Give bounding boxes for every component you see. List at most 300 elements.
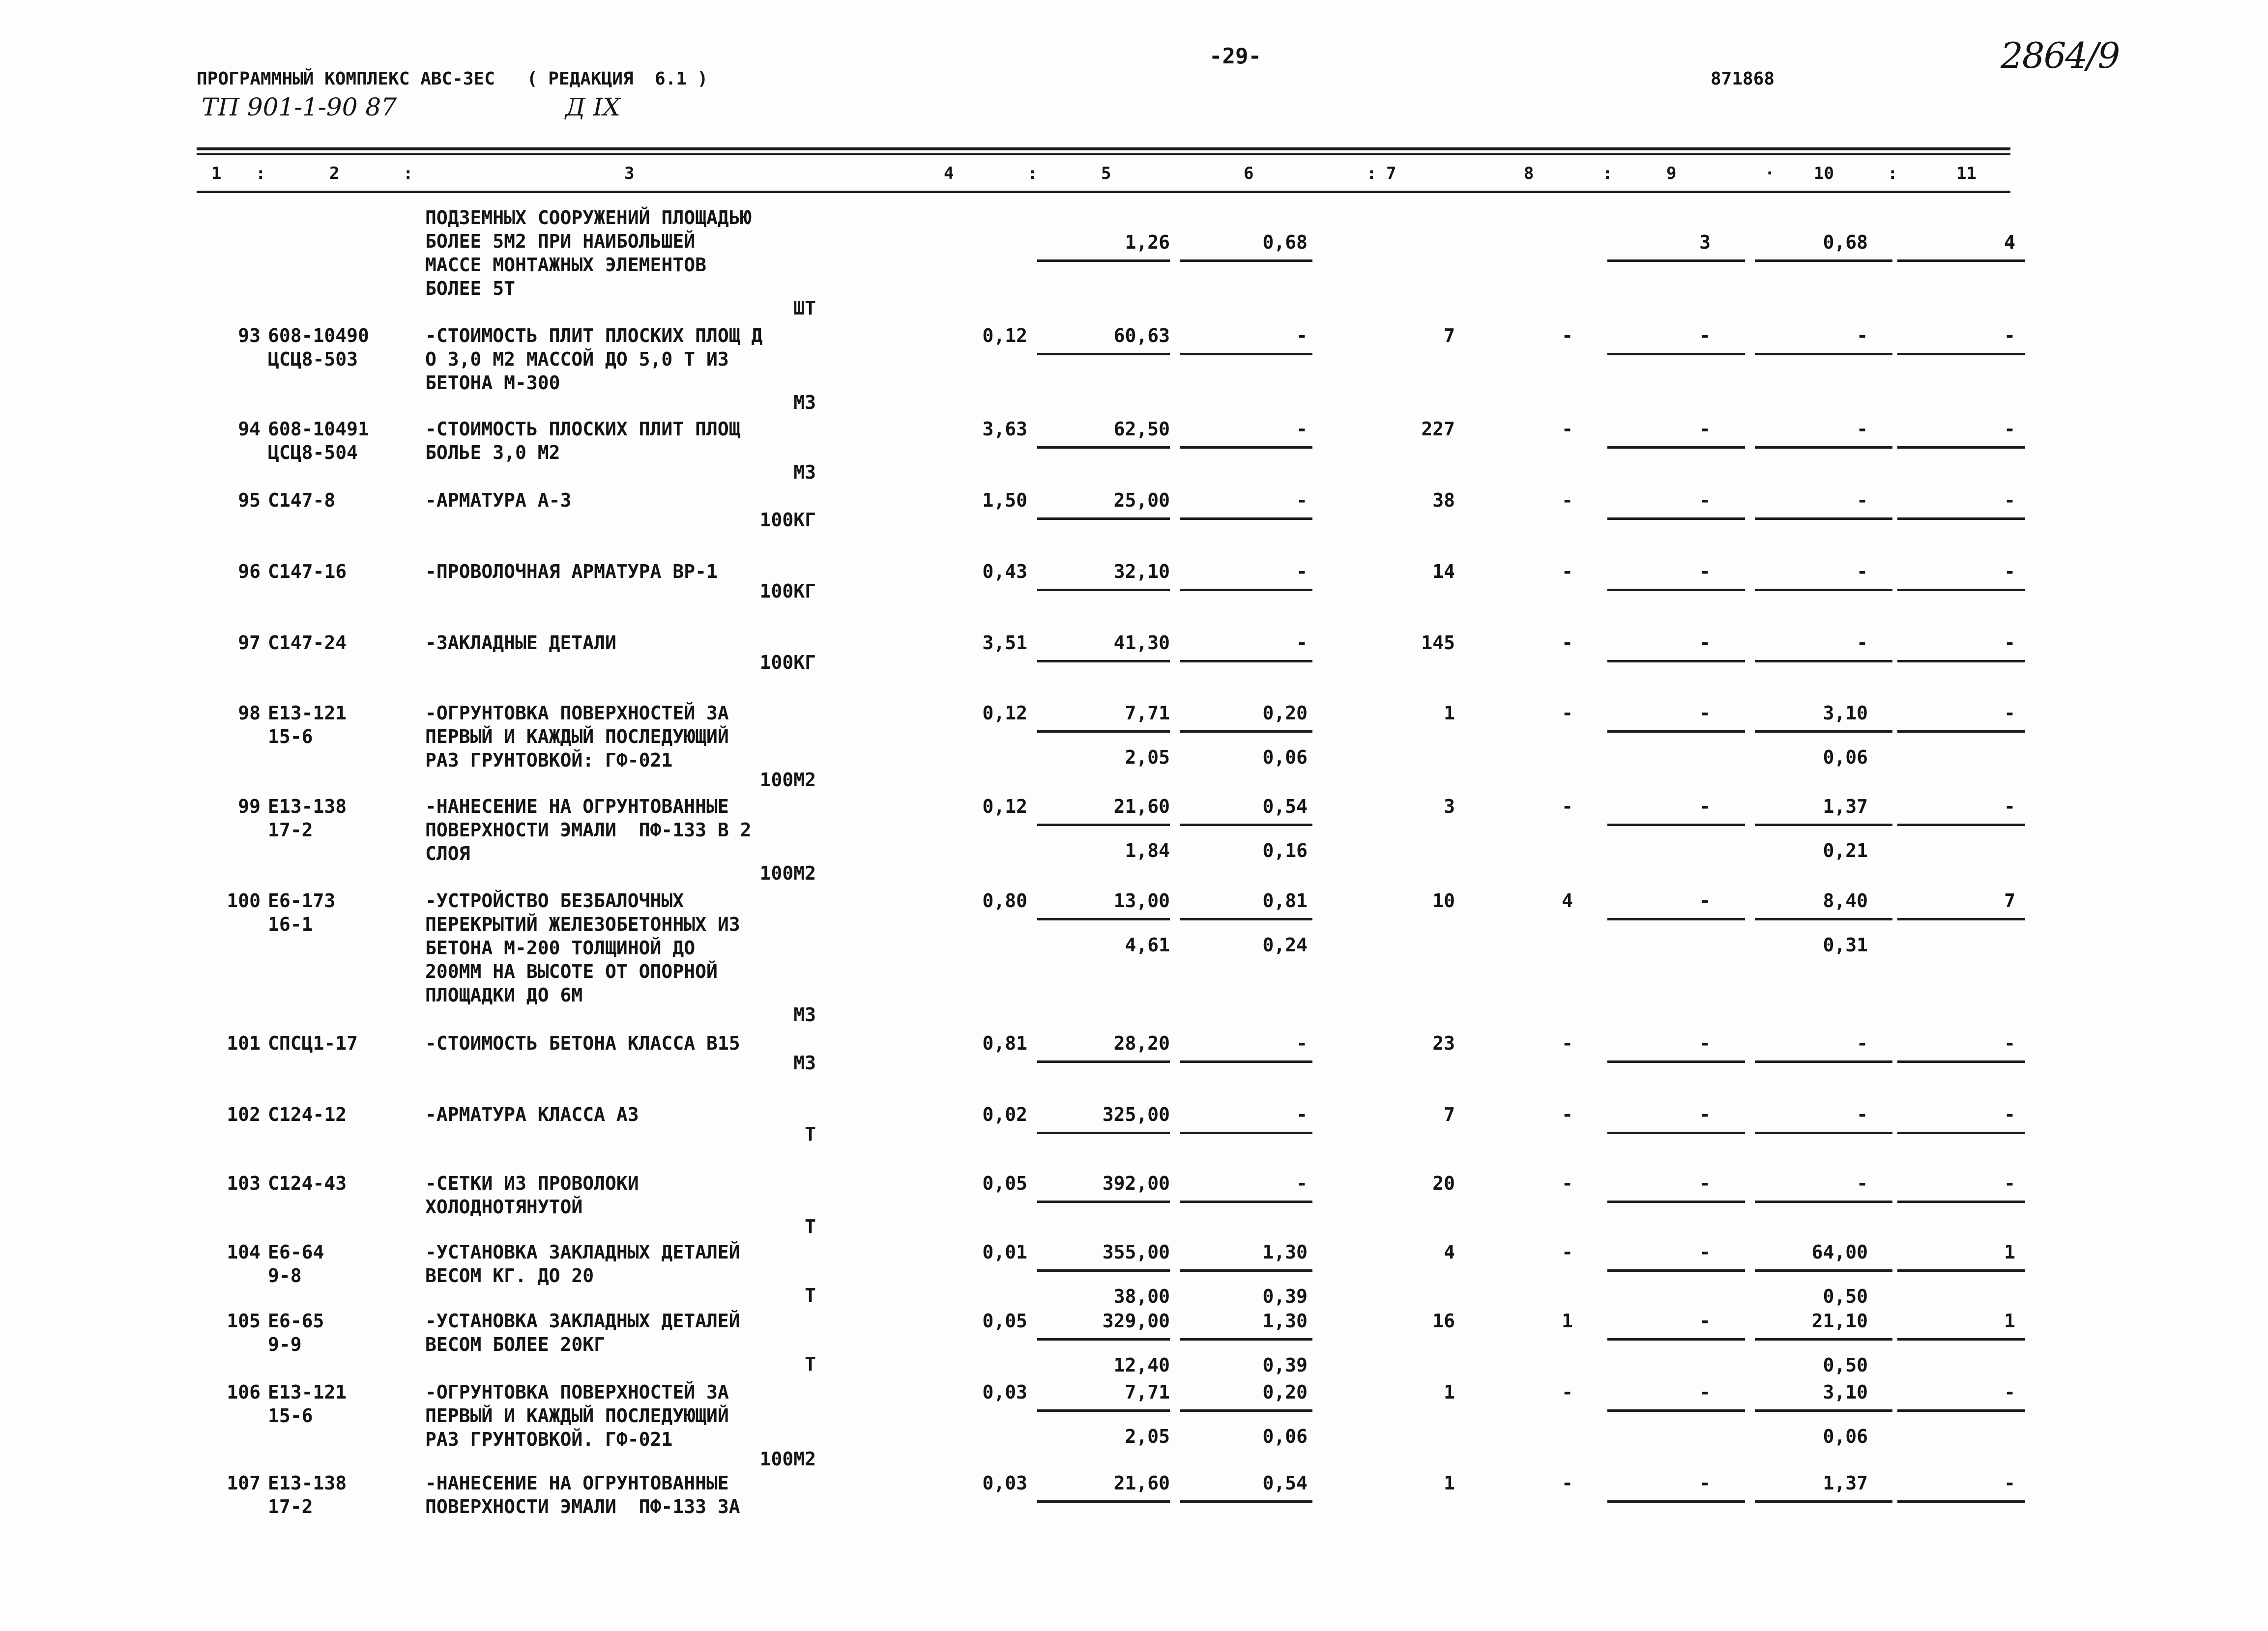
quantity-value: 0,02: [982, 1104, 1027, 1125]
row-number: 106: [227, 1381, 261, 1403]
labor-value: 21,10: [1811, 1310, 1868, 1332]
rate-code: 9-9: [268, 1334, 302, 1355]
work-description: БОЛЕЕ 5Т: [425, 278, 516, 299]
sub-labor-value: 0,50: [1823, 1286, 1868, 1307]
row-number: 96: [238, 561, 261, 582]
wage-value: -: [1296, 1104, 1308, 1125]
underline-rule: [1755, 259, 1892, 262]
row-number: 98: [238, 702, 261, 724]
wage-value: -: [1296, 418, 1308, 440]
rate-code: Е13-121: [268, 1381, 347, 1403]
underline-rule: [1897, 1409, 2025, 1412]
quantity-value: 0,05: [982, 1173, 1027, 1194]
labor-value: -: [1857, 418, 1868, 440]
underline-rule: [1897, 730, 2025, 733]
underline-rule: [1755, 1060, 1892, 1063]
column-number-8: 8: [1524, 164, 1534, 183]
work-description: ПОВЕРХНОСТИ ЭМАЛИ ПФ-133 В 2: [425, 819, 752, 841]
rate-code: Е6-173: [268, 890, 336, 912]
column-separator: :: [403, 164, 413, 183]
unit-cost-value: 60,63: [1113, 325, 1170, 346]
underline-rule: [1607, 730, 1745, 733]
total-wage-value: -: [1562, 1032, 1573, 1054]
row-number: 97: [238, 632, 261, 654]
underline-rule: [1755, 517, 1892, 520]
total-wage-value: -: [1562, 1472, 1573, 1494]
underline-rule: [1607, 446, 1745, 449]
rate-code: С124-43: [268, 1173, 347, 1194]
row-number: 94: [238, 418, 261, 440]
wage-value: -: [1296, 325, 1308, 346]
work-description: МАССЕ МОНТАЖНЫХ ЭЛЕМЕНТОВ: [425, 254, 706, 276]
underline-rule: [1755, 446, 1892, 449]
column-number-4: 4: [944, 164, 954, 183]
total-labor-value: -: [2004, 1032, 2015, 1054]
labor-value: -: [1857, 1104, 1868, 1125]
work-description: ВЕСОМ БОЛЕЕ 20КГ: [425, 1334, 606, 1355]
wage-value: -: [1296, 489, 1308, 511]
unit-cost-value: 1,26: [1125, 231, 1170, 253]
total-labor-value: -: [2004, 1104, 2015, 1125]
doc-number: 871868: [1711, 69, 1775, 89]
sub-wage-value: 0,39: [1262, 1354, 1308, 1376]
underline-rule: [1180, 660, 1312, 662]
underline-rule: [1037, 1201, 1170, 1203]
underline-rule: [1180, 1060, 1312, 1063]
underline-rule: [1037, 1409, 1170, 1412]
machine-value: -: [1699, 325, 1711, 346]
underline-rule: [1037, 1269, 1170, 1272]
underline-rule: [1037, 589, 1170, 591]
unit-of-measure: Т: [805, 1285, 816, 1306]
column-separator: :: [1602, 164, 1613, 183]
underline-rule: [1607, 517, 1745, 520]
total-wage-value: -: [1562, 1173, 1573, 1194]
underline-rule: [1180, 1132, 1312, 1134]
underline-rule: [1755, 1338, 1892, 1341]
column-number-3: 3: [624, 164, 635, 183]
wage-value: 0,81: [1262, 890, 1308, 912]
labor-value: 1,37: [1823, 796, 1868, 817]
underline-rule: [1037, 1060, 1170, 1063]
underline-rule: [1897, 589, 2025, 591]
unit-cost-value: 21,60: [1113, 796, 1170, 817]
underline-rule: [1755, 1132, 1892, 1134]
quantity-value: 0,81: [982, 1032, 1027, 1054]
wage-value: 0,20: [1262, 1381, 1308, 1403]
quantity-value: 0,43: [982, 561, 1027, 582]
program-line: ПРОГРАММНЫЙ КОМПЛЕКС АВС-ЗЕС ( РЕДАКЦИЯ 6.1 ): [197, 69, 708, 89]
total-cost-value: 7: [1444, 325, 1455, 346]
work-description: ПЕРЕКРЫТИЙ ЖЕЛЕЗОБЕТОННЫХ ИЗ: [425, 914, 740, 935]
work-description: БОЛЬЕ 3,0 М2: [425, 442, 560, 463]
underline-rule: [1037, 1500, 1170, 1503]
underline-rule: [1180, 1201, 1312, 1203]
total-labor-value: 7: [2004, 890, 2015, 912]
total-labor-value: -: [2004, 796, 2015, 817]
total-labor-value: -: [2004, 1472, 2015, 1494]
total-cost-value: 227: [1421, 418, 1455, 440]
underline-rule: [1897, 446, 2025, 449]
total-cost-value: 20: [1432, 1173, 1455, 1194]
unit-of-measure: М3: [793, 461, 816, 483]
unit-cost-value: 7,71: [1125, 1381, 1170, 1403]
underline-rule: [1180, 1500, 1312, 1503]
wage-value: 0,54: [1262, 1472, 1308, 1494]
rate-code: 15-6: [268, 1405, 313, 1427]
underline-rule: [1180, 824, 1312, 826]
underline-rule: [1607, 353, 1745, 355]
rate-code: 9-8: [268, 1265, 302, 1287]
quantity-value: 0,80: [982, 890, 1027, 912]
quantity-value: 0,12: [982, 702, 1027, 724]
work-description: ВЕСОМ КГ. ДО 20: [425, 1265, 594, 1287]
work-description: ПОВЕРХНОСТИ ЭМАЛИ ПФ-133 ЗА: [425, 1496, 740, 1517]
work-description: -СТОИМОСТЬ ПЛОСКИХ ПЛИТ ПЛОЩ: [425, 418, 740, 440]
quantity-value: 0,03: [982, 1472, 1027, 1494]
unit-cost-value: 355,00: [1102, 1241, 1170, 1263]
total-labor-value: 1: [2004, 1241, 2015, 1263]
rate-code: ЦСЦ8-503: [268, 348, 358, 370]
work-description: -ЗАКЛАДНЫЕ ДЕТАЛИ: [425, 632, 616, 654]
total-labor-value: -: [2004, 1381, 2015, 1403]
machine-value: -: [1699, 702, 1711, 724]
unit-cost-value: 13,00: [1113, 890, 1170, 912]
work-description: БЕТОНА М-200 ТОЛЩИНОЙ ДО: [425, 937, 696, 959]
underline-rule: [1607, 660, 1745, 662]
column-separator: :: [256, 164, 266, 183]
mark: Д IX: [565, 93, 620, 121]
work-description: -СТОИМОСТЬ ПЛИТ ПЛОСКИХ ПЛОЩ Д: [425, 325, 763, 346]
rate-code: 608-10490: [268, 325, 369, 346]
underline-rule: [1755, 353, 1892, 355]
underline-rule: [1607, 1201, 1745, 1203]
unit-of-measure: М3: [793, 1052, 816, 1074]
row-number: 100: [227, 890, 261, 912]
total-wage-value: -: [1562, 325, 1573, 346]
header-bottom-rule: [197, 191, 2010, 193]
row-number: 102: [227, 1104, 261, 1125]
work-description: ХОЛОДНОТЯНУТОЙ: [425, 1196, 583, 1218]
top-rule: [197, 147, 2010, 150]
labor-value: -: [1857, 561, 1868, 582]
wage-value: 0,54: [1262, 796, 1308, 817]
underline-rule: [1037, 517, 1170, 520]
column-number-6: 6: [1244, 164, 1254, 183]
total-cost-value: 23: [1432, 1032, 1455, 1054]
underline-rule: [1037, 660, 1170, 662]
total-cost-value: 38: [1432, 489, 1455, 511]
rate-code: 17-2: [268, 1496, 313, 1517]
total-cost-value: 1: [1444, 1381, 1455, 1403]
quantity-value: 0,12: [982, 325, 1027, 346]
unit-cost-value: 25,00: [1113, 489, 1170, 511]
underline-rule: [1755, 1201, 1892, 1203]
machine-value: -: [1699, 1472, 1711, 1494]
underline-rule: [1755, 918, 1892, 920]
underline-rule: [1180, 517, 1312, 520]
sub-cost-value: 2,05: [1125, 746, 1170, 768]
total-wage-value: -: [1562, 1104, 1573, 1125]
machine-value: -: [1699, 890, 1711, 912]
underline-rule: [1755, 1269, 1892, 1272]
underline-rule: [1607, 1269, 1745, 1272]
wage-value: 0,20: [1262, 702, 1308, 724]
total-wage-value: -: [1562, 418, 1573, 440]
underline-rule: [1755, 660, 1892, 662]
underline-rule: [1755, 1500, 1892, 1503]
quantity-value: 0,03: [982, 1381, 1027, 1403]
rate-code: С147-24: [268, 632, 347, 654]
work-description: -АРМАТУРА А-3: [425, 489, 572, 511]
unit-cost-value: 28,20: [1113, 1032, 1170, 1054]
total-labor-value: -: [2004, 1173, 2015, 1194]
underline-rule: [1180, 730, 1312, 733]
machine-value: 3: [1699, 231, 1711, 253]
total-cost-value: 4: [1444, 1241, 1455, 1263]
unit-cost-value: 392,00: [1102, 1173, 1170, 1194]
underline-rule: [1897, 918, 2025, 920]
work-description: ПЕРВЫЙ И КАЖДЫЙ ПОСЛЕДУЮЩИЙ: [425, 726, 729, 747]
total-wage-value: -: [1562, 796, 1573, 817]
labor-value: 0,68: [1823, 231, 1868, 253]
unit-cost-value: 7,71: [1125, 702, 1170, 724]
wage-value: -: [1296, 1173, 1308, 1194]
machine-value: -: [1699, 1241, 1711, 1263]
underline-rule: [1607, 589, 1745, 591]
rate-code: Е13-121: [268, 702, 347, 724]
underline-rule: [1755, 824, 1892, 826]
underline-rule: [1897, 1269, 2025, 1272]
total-cost-value: 16: [1432, 1310, 1455, 1332]
underline-rule: [1180, 1409, 1312, 1412]
work-description: -АРМАТУРА КЛАССА А3: [425, 1104, 639, 1125]
machine-value: -: [1699, 632, 1711, 654]
underline-rule: [1037, 730, 1170, 733]
total-cost-value: 145: [1421, 632, 1455, 654]
sub-labor-value: 0,06: [1823, 1426, 1868, 1447]
work-description: -НАНЕСЕНИЕ НА ОГРУНТОВАННЫЕ: [425, 796, 729, 817]
total-cost-value: 14: [1432, 561, 1455, 582]
column-separator: :: [1027, 164, 1038, 183]
underline-rule: [1897, 259, 2025, 262]
machine-value: -: [1699, 418, 1711, 440]
wage-value: -: [1296, 632, 1308, 654]
total-cost-value: 1: [1444, 702, 1455, 724]
column-number-7: 7: [1386, 164, 1396, 183]
work-description: ПОДЗЕМНЫХ СООРУЖЕНИЙ ПЛОЩАДЬЮ: [425, 207, 752, 229]
stamp-number: 2864/9: [2001, 35, 2120, 76]
labor-value: 8,40: [1823, 890, 1868, 912]
sub-cost-value: 12,40: [1113, 1354, 1170, 1376]
underline-rule: [1180, 446, 1312, 449]
labor-value: -: [1857, 325, 1868, 346]
work-description: РАЗ ГРУНТОВКОЙ: ГФ-021: [425, 749, 673, 771]
underline-rule: [1897, 1060, 2025, 1063]
unit-of-measure: 100М2: [759, 769, 816, 791]
total-labor-value: -: [2004, 489, 2015, 511]
work-description: О 3,0 М2 МАССОЙ ДО 5,0 Т ИЗ: [425, 348, 729, 370]
labor-value: 64,00: [1811, 1241, 1868, 1263]
total-wage-value: 4: [1562, 890, 1573, 912]
underline-rule: [1755, 730, 1892, 733]
underline-rule: [1037, 918, 1170, 920]
machine-value: -: [1699, 1104, 1711, 1125]
column-number-11: 11: [1956, 164, 1977, 183]
quantity-value: 1,50: [982, 489, 1027, 511]
labor-value: 3,10: [1823, 1381, 1868, 1403]
underline-rule: [1607, 1409, 1745, 1412]
rate-code: С147-8: [268, 489, 336, 511]
quantity-value: 3,63: [982, 418, 1027, 440]
underline-rule: [1180, 918, 1312, 920]
labor-value: -: [1857, 489, 1868, 511]
row-number: 99: [238, 796, 261, 817]
wage-value: 1,30: [1262, 1310, 1308, 1332]
wage-value: -: [1296, 561, 1308, 582]
sub-wage-value: 0,39: [1262, 1286, 1308, 1307]
work-description: -ПРОВОЛОЧНАЯ АРМАТУРА ВР-1: [425, 561, 718, 582]
underline-rule: [1607, 1132, 1745, 1134]
row-number: 93: [238, 325, 261, 346]
column-number-2: 2: [329, 164, 340, 183]
unit-cost-value: 41,30: [1113, 632, 1170, 654]
total-wage-value: -: [1562, 632, 1573, 654]
rate-code: С147-16: [268, 561, 347, 582]
labor-value: -: [1857, 1173, 1868, 1194]
column-number-9: 9: [1666, 164, 1677, 183]
sub-wage-value: 0,16: [1262, 840, 1308, 861]
wage-value: -: [1296, 1032, 1308, 1054]
labor-value: -: [1857, 1032, 1868, 1054]
work-description: РАЗ ГРУНТОВКОЙ. ГФ-021: [425, 1429, 673, 1450]
underline-rule: [1607, 918, 1745, 920]
underline-rule: [1897, 1132, 2025, 1134]
machine-value: -: [1699, 1173, 1711, 1194]
underline-rule: [1180, 353, 1312, 355]
rate-code: Е13-138: [268, 796, 347, 817]
quantity-value: 0,12: [982, 796, 1027, 817]
total-labor-value: 4: [2004, 231, 2015, 253]
underline-rule: [1897, 1201, 2025, 1203]
work-description: 200ММ НА ВЫСОТЕ ОТ ОПОРНОЙ: [425, 961, 718, 982]
quantity-value: 3,51: [982, 632, 1027, 654]
machine-value: -: [1699, 1310, 1711, 1332]
underline-rule: [1037, 824, 1170, 826]
unit-of-measure: Т: [805, 1123, 816, 1145]
rate-code: 15-6: [268, 726, 313, 747]
work-description: СЛОЯ: [425, 843, 470, 864]
sub-wage-value: 0,06: [1262, 746, 1308, 768]
work-description: -ОГРУНТОВКА ПОВЕРХНОСТЕЙ ЗА: [425, 702, 729, 724]
total-labor-value: -: [2004, 561, 2015, 582]
row-number: 101: [227, 1032, 261, 1054]
sub-labor-value: 0,31: [1823, 934, 1868, 956]
total-cost-value: 3: [1444, 796, 1455, 817]
labor-value: 3,10: [1823, 702, 1868, 724]
underline-rule: [1607, 1500, 1745, 1503]
underline-rule: [1607, 1338, 1745, 1341]
tp-code: ТП 901-1-90 87: [202, 93, 397, 121]
underline-rule: [1037, 446, 1170, 449]
total-wage-value: 1: [1562, 1310, 1573, 1332]
column-number-10: 10: [1814, 164, 1834, 183]
machine-value: -: [1699, 1381, 1711, 1403]
underline-rule: [1180, 259, 1312, 262]
sub-wage-value: 0,06: [1262, 1426, 1308, 1447]
work-description: -СЕТКИ ИЗ ПРОВОЛОКИ: [425, 1173, 639, 1194]
unit-cost-value: 329,00: [1102, 1310, 1170, 1332]
total-wage-value: -: [1562, 1241, 1573, 1263]
sub-labor-value: 0,06: [1823, 746, 1868, 768]
machine-value: -: [1699, 489, 1711, 511]
sub-labor-value: 0,21: [1823, 840, 1868, 861]
unit-of-measure: 100М2: [759, 1448, 816, 1470]
underline-rule: [1180, 589, 1312, 591]
sub-cost-value: 4,61: [1125, 934, 1170, 956]
total-labor-value: -: [2004, 325, 2015, 346]
work-description: -УСТРОЙСТВО БЕЗБАЛОЧНЫХ: [425, 890, 684, 912]
unit-of-measure: М3: [793, 392, 816, 413]
rate-code: СПСЦ1-17: [268, 1032, 358, 1054]
row-number: 105: [227, 1310, 261, 1332]
column-separator: :: [1888, 164, 1898, 183]
unit-cost-value: 62,50: [1113, 418, 1170, 440]
total-cost-value: 10: [1432, 890, 1455, 912]
underline-rule: [1037, 259, 1170, 262]
unit-cost-value: 21,60: [1113, 1472, 1170, 1494]
rate-code: Е13-138: [268, 1472, 347, 1494]
underline-rule: [1755, 1409, 1892, 1412]
rate-code: С124-12: [268, 1104, 347, 1125]
unit-cost-value: 325,00: [1102, 1104, 1170, 1125]
total-labor-value: 1: [2004, 1310, 2015, 1332]
sub-cost-value: 1,84: [1125, 840, 1170, 861]
total-labor-value: -: [2004, 632, 2015, 654]
underline-rule: [1897, 353, 2025, 355]
page-number: -29-: [1209, 44, 1261, 69]
labor-value: -: [1857, 632, 1868, 654]
machine-value: -: [1699, 561, 1711, 582]
underline-rule: [1180, 1269, 1312, 1272]
total-wage-value: -: [1562, 1381, 1573, 1403]
rate-code: 17-2: [268, 819, 313, 841]
work-description: ПЛОЩАДКИ ДО 6М: [425, 984, 583, 1006]
work-description: ПЕРВЫЙ И КАЖДЫЙ ПОСЛЕДУЮЩИЙ: [425, 1405, 729, 1427]
underline-rule: [1897, 517, 2025, 520]
rate-code: Е6-64: [268, 1241, 324, 1263]
total-labor-value: -: [2004, 702, 2015, 724]
work-description: -ОГРУНТОВКА ПОВЕРХНОСТЕЙ ЗА: [425, 1381, 729, 1403]
sub-labor-value: 0,50: [1823, 1354, 1868, 1376]
unit-of-measure: 100КГ: [759, 580, 816, 602]
underline-rule: [1897, 1500, 2025, 1503]
column-separator: :: [1367, 164, 1377, 183]
rate-code: 16-1: [268, 914, 313, 935]
total-cost-value: 7: [1444, 1104, 1455, 1125]
row-number: 103: [227, 1173, 261, 1194]
sub-wage-value: 0,24: [1262, 934, 1308, 956]
underline-rule: [1755, 589, 1892, 591]
sub-cost-value: 2,05: [1125, 1426, 1170, 1447]
underline-rule: [1897, 1338, 2025, 1341]
underline-rule: [1607, 824, 1745, 826]
column-number-1: 1: [211, 164, 222, 183]
unit-of-measure: 100М2: [759, 862, 816, 884]
underline-rule: [1607, 1060, 1745, 1063]
underline-rule: [1897, 824, 2025, 826]
wage-value: 1,30: [1262, 1241, 1308, 1263]
